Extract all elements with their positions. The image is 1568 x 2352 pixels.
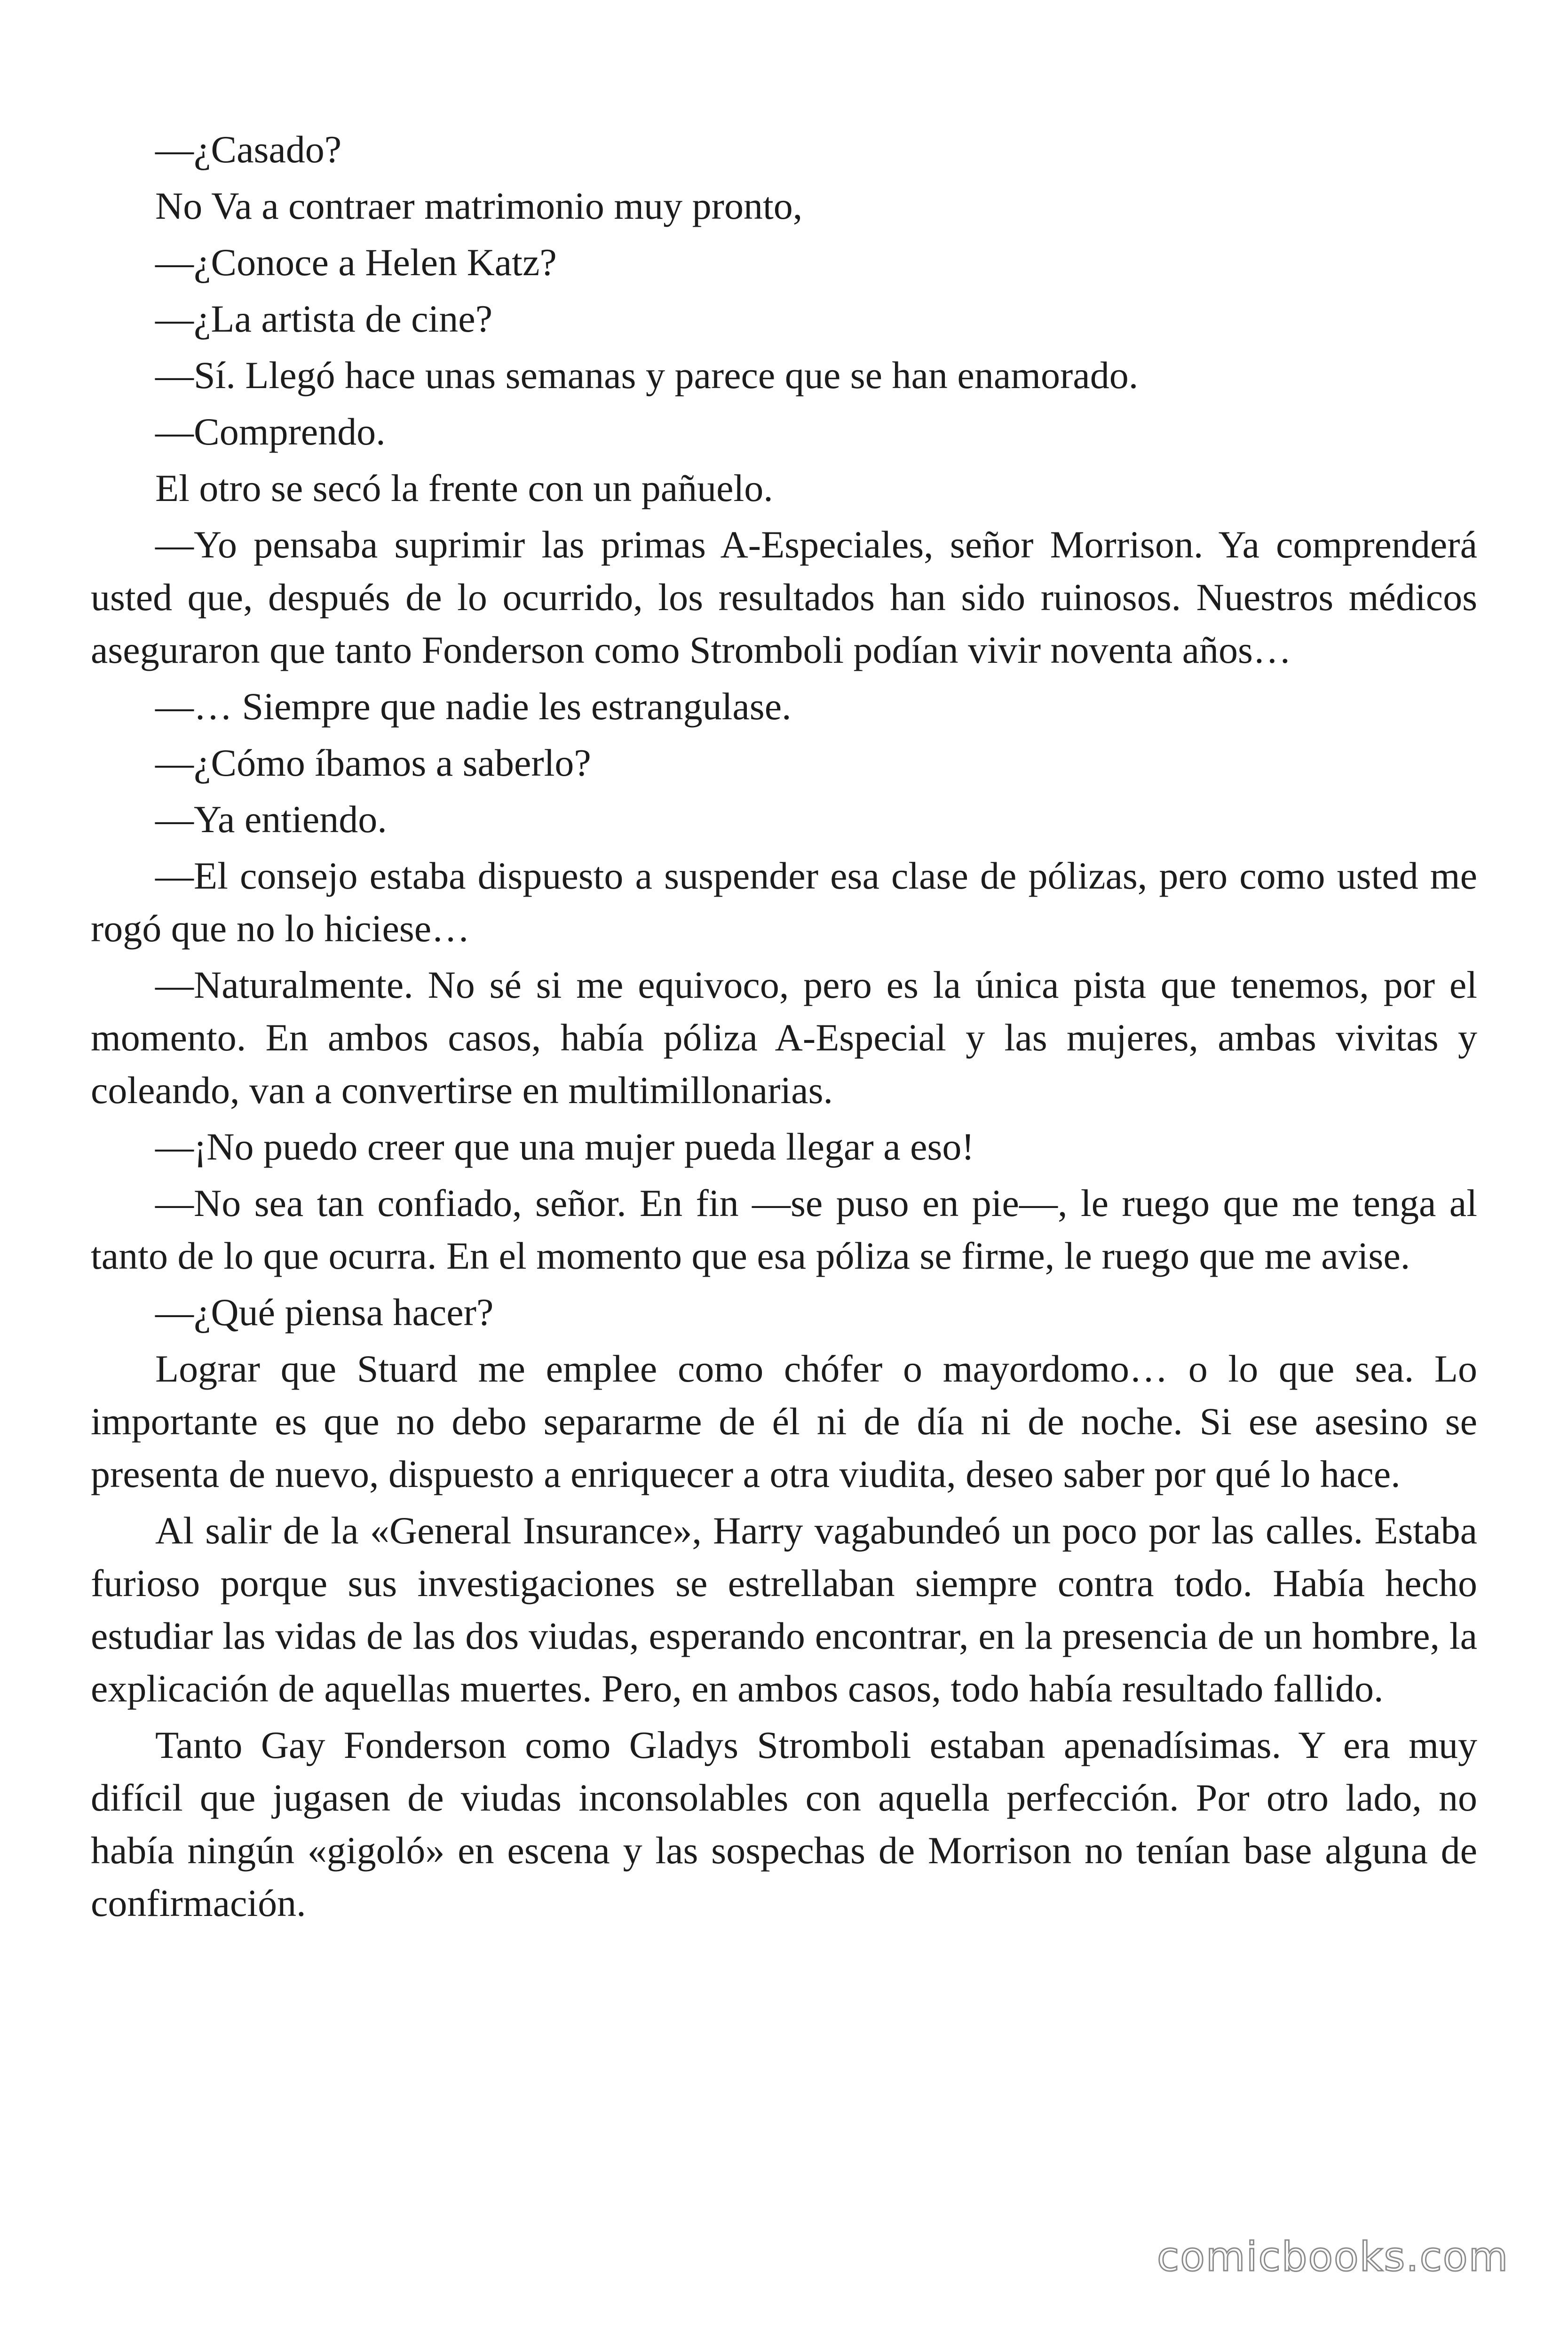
- paragraph: —El consejo estaba dispuesto a suspender esa clase de pólizas, pero como usted me rogó que no lo hiciese…: [91, 854, 1477, 950]
- paragraph: No Va a contraer matrimonio muy pronto,: [155, 184, 803, 227]
- paragraph: —¿La artista de cine?: [155, 297, 493, 340]
- book-page-text: [91, 123, 1477, 1933]
- watermark-logo: comicbooks.com: [1157, 2233, 1509, 2280]
- paragraph: —… Siempre que nadie les estrangulase.: [155, 685, 792, 728]
- paragraph: —Naturalmente. No sé si me equivoco, pero es la única pista que tenemos, por el momento. En ambos casos, había póliza A-Especial y las mujeres, ambas vivitas y coleando, van a convertirse en multimillonarias.: [91, 963, 1477, 1112]
- paragraph: Lograr que Stuard me emplee como chófer o mayordomo… o lo que sea. Lo importante es que no debo separarme de él ni de día ni de noche. Si ese asesino se presenta de nuevo, dispuesto a enriquecer a otra viudita, deseo saber por qué lo hace.: [91, 1347, 1477, 1495]
- paragraph: Tanto Gay Fonderson como Gladys Stromboli estaban apenadísimas. Y era muy difícil que jugasen de viudas inconsolables con aquella perfección. Por otro lado, no había ningún «gigoló» en escena y las sospechas de Morrison no tenían base alguna de confirmación.: [91, 1724, 1477, 1924]
- paragraph: —Ya entiendo.: [155, 798, 387, 841]
- paragraph: —¿Cómo íbamos a saberlo?: [155, 741, 591, 784]
- paragraph: El otro se secó la frente con un pañuelo.: [155, 467, 773, 509]
- paragraph: —¡No puedo creer que una mujer pueda llegar a eso!: [155, 1125, 974, 1168]
- paragraph: Al salir de la «General Insurance», Harry vagabundeó un poco por las calles. Estaba furioso porque sus investigaciones se estrellaban siempre contra todo. Había hecho estudiar las vidas de las dos viudas, esperando encontrar, en la presencia de un hombre, la explicación de aquellas muertes. Pero, en ambos casos, todo había resultado fallido.: [91, 1509, 1477, 1710]
- paragraph: —Yo pensaba suprimir las primas A-Especiales, señor Morrison. Ya comprenderá usted que, después de lo ocurrido, los resultados han sido ruinosos. Nuestros médicos aseguraron que tanto Fonderson como Stromboli podían vivir noventa años…: [91, 523, 1477, 671]
- paragraph: —No sea tan confiado, señor. En fin —se puso en pie—, le ruego que me tenga al tanto de lo que ocurra. En el momento que esa póliza se firme, le ruego que me avise.: [91, 1182, 1477, 1277]
- paragraph: —¿Conoce a Helen Katz?: [155, 241, 557, 284]
- paragraph: —¿Qué piensa hacer?: [155, 1291, 494, 1334]
- paragraph: —¿Casado?: [155, 128, 342, 171]
- paragraph: —Sí. Llegó hace unas semanas y parece que se han enamorado.: [155, 354, 1139, 397]
- paragraph: —Comprendo.: [155, 410, 386, 453]
